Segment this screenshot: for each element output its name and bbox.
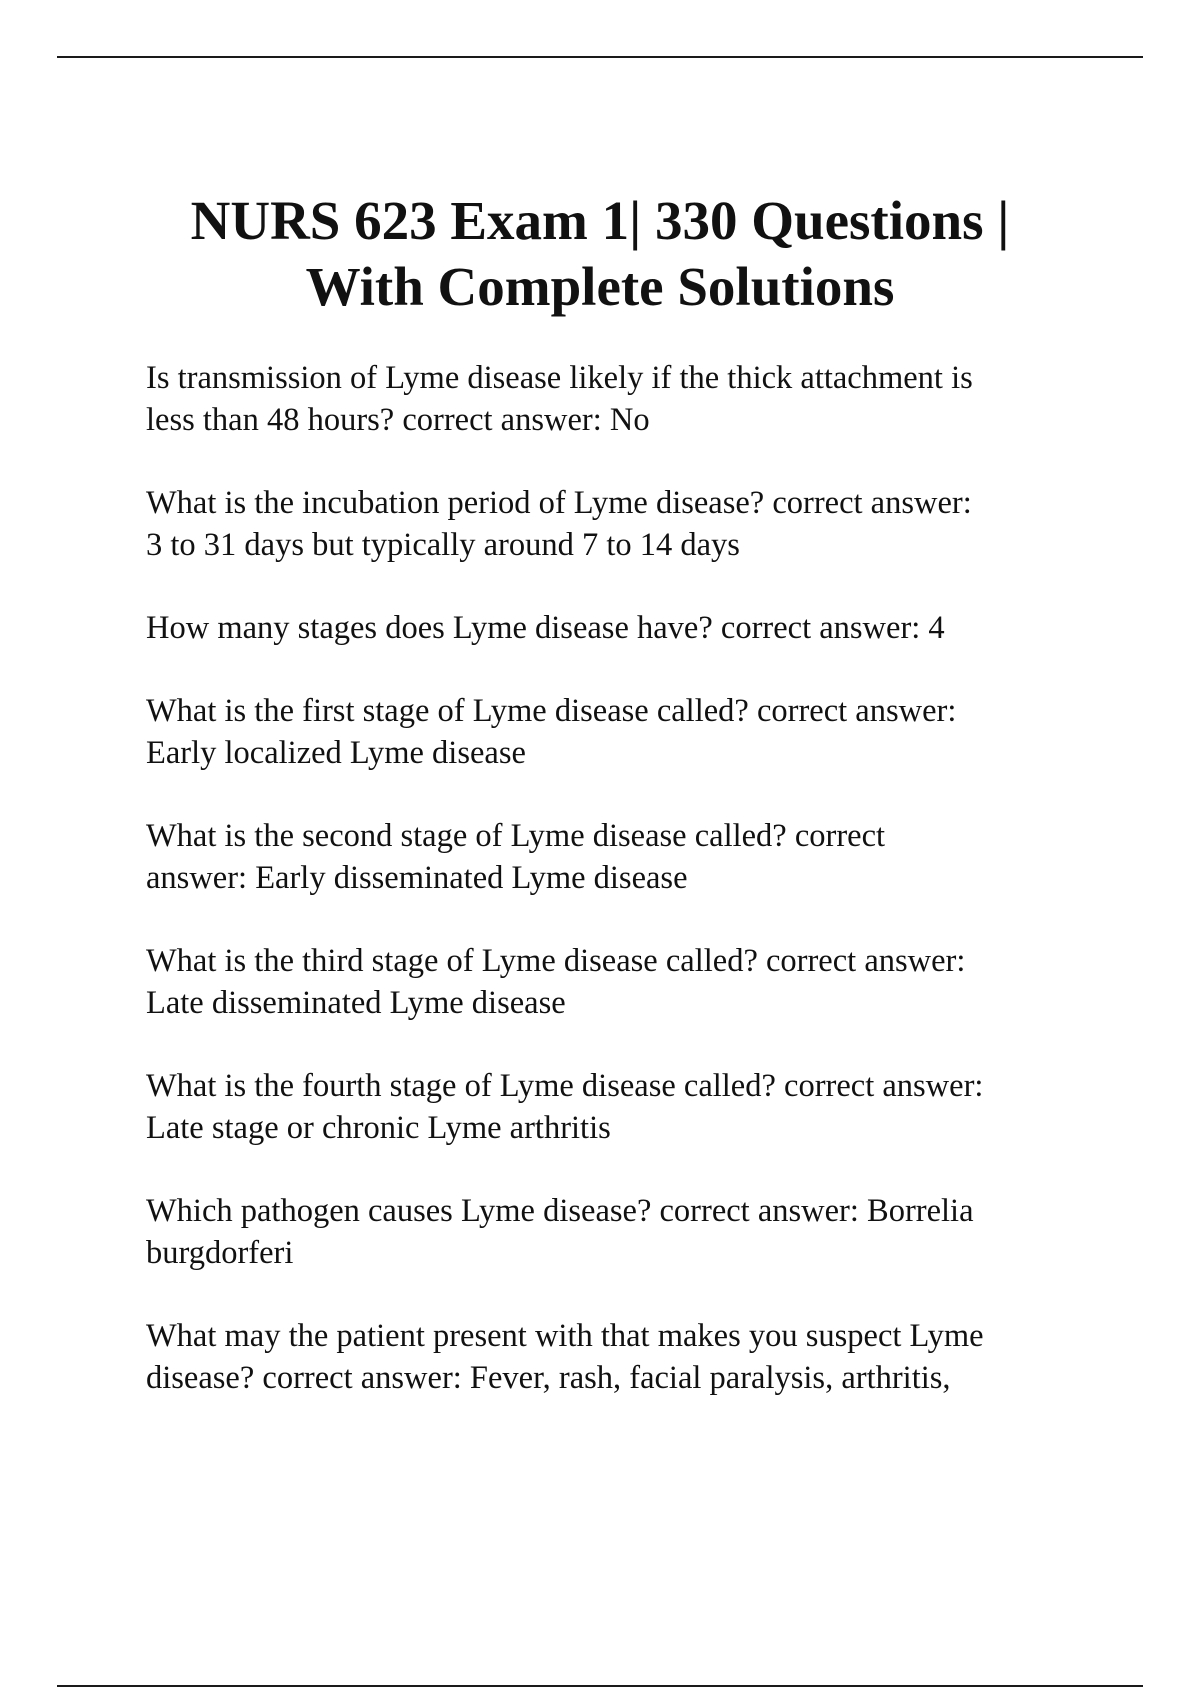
qa-line: What is the fourth stage of Lyme disease called? correct answer: bbox=[146, 1068, 984, 1104]
qa-line: How many stages does Lyme disease have? correct answer: 4 bbox=[146, 610, 945, 646]
qa-item bbox=[146, 357, 1146, 441]
qa-item bbox=[146, 1315, 1146, 1399]
qa-line: 3 to 31 days but typically around 7 to 14 days bbox=[146, 527, 740, 563]
qa-line: less than 48 hours? correct answer: No bbox=[146, 402, 650, 438]
qa-item bbox=[146, 482, 1146, 566]
title-line-2: With Complete Solutions bbox=[305, 256, 895, 317]
qa-item bbox=[146, 940, 1146, 1024]
bottom-rule bbox=[57, 1685, 1143, 1687]
qa-item bbox=[146, 607, 1146, 649]
qa-item bbox=[146, 1190, 1146, 1274]
qa-line: What is the incubation period of Lyme disease? correct answer: bbox=[146, 485, 972, 521]
qa-item bbox=[146, 1065, 1146, 1149]
qa-line: What is the first stage of Lyme disease called? correct answer: bbox=[146, 693, 957, 729]
qa-line: Late stage or chronic Lyme arthritis bbox=[146, 1110, 611, 1146]
qa-line: What is the third stage of Lyme disease called? correct answer: bbox=[146, 943, 966, 979]
qa-line: Early localized Lyme disease bbox=[146, 735, 526, 771]
question-answer-list bbox=[146, 357, 1146, 1440]
qa-line: burgdorferi bbox=[146, 1235, 294, 1271]
top-rule bbox=[57, 56, 1143, 58]
qa-line: Is transmission of Lyme disease likely if the thick attachment is bbox=[146, 360, 973, 396]
page-title bbox=[100, 188, 1100, 320]
qa-line: Late disseminated Lyme disease bbox=[146, 985, 566, 1021]
title-line-1: NURS 623 Exam 1| 330 Questions | bbox=[190, 190, 1010, 251]
qa-line: disease? correct answer: Fever, rash, facial paralysis, arthritis, bbox=[146, 1360, 951, 1396]
qa-line: Which pathogen causes Lyme disease? correct answer: Borrelia bbox=[146, 1193, 974, 1229]
qa-line: What may the patient present with that makes you suspect Lyme bbox=[146, 1318, 984, 1354]
qa-item bbox=[146, 815, 1146, 899]
qa-line: answer: Early disseminated Lyme disease bbox=[146, 860, 688, 896]
qa-line: What is the second stage of Lyme disease called? correct bbox=[146, 818, 886, 854]
qa-item bbox=[146, 690, 1146, 774]
